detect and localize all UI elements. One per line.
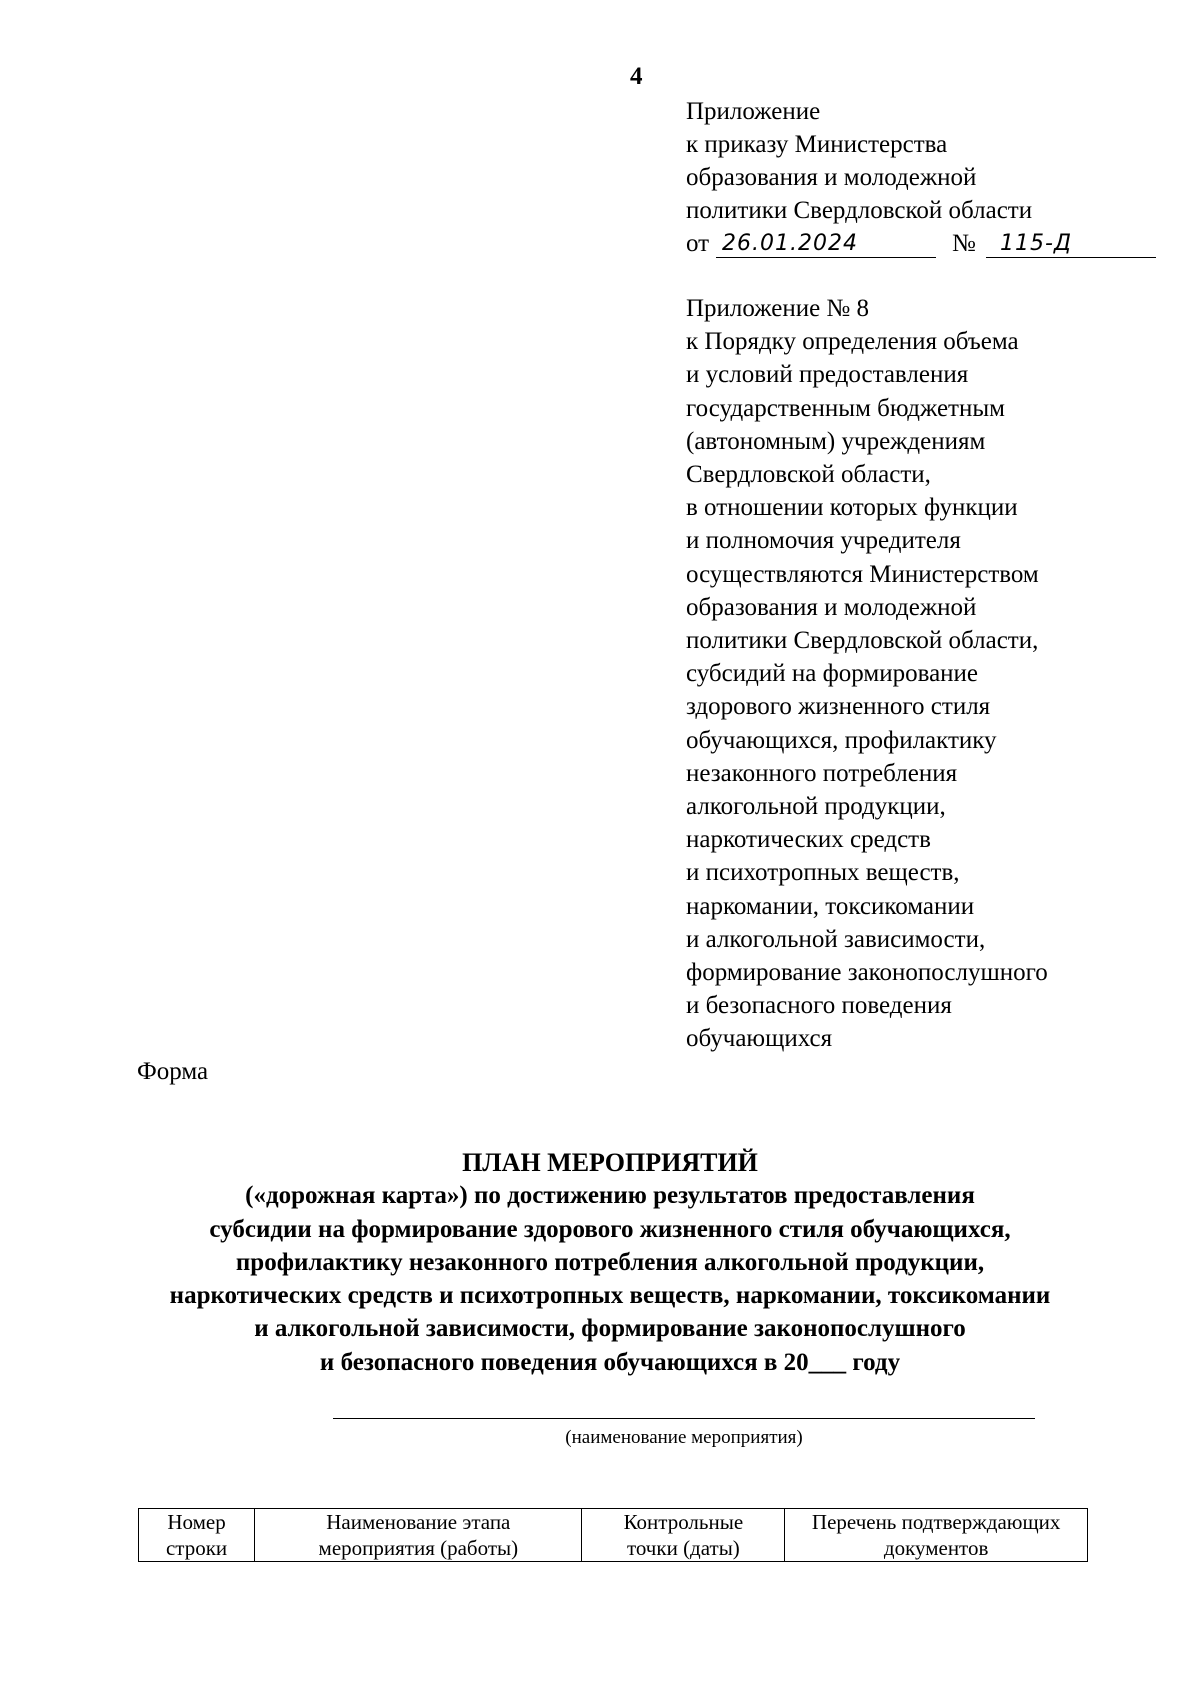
appendix-line: к приказу Министерства	[686, 131, 948, 158]
appendix-line: политики Свердловской области	[686, 197, 1033, 224]
header-text: документов	[883, 1536, 989, 1560]
appendix-8-line: образования и молодежной	[686, 593, 977, 621]
header-text: Номер	[167, 1510, 226, 1534]
header-row-number	[139, 1509, 255, 1562]
appendix-8-line: и психотропных веществ,	[686, 859, 960, 887]
appendix-8-line: субсидий на формирование	[686, 660, 979, 688]
title-main: ПЛАН МЕРОПРИЯТИЙ	[462, 1148, 758, 1177]
title-line: наркотических средств и психотропных веществ, наркомании, токсикомании	[169, 1282, 1051, 1310]
order-date-handwritten: 26.01.2024	[722, 231, 858, 256]
header-text: мероприятия (работы)	[318, 1536, 519, 1560]
plan-table	[138, 1508, 1088, 1562]
order-number-field	[986, 227, 1156, 258]
event-name-caption: (наименование мероприятия)	[565, 1427, 803, 1448]
appendix-8-line: наркотических средств	[686, 826, 931, 854]
order-date-number-line	[686, 227, 1156, 261]
header-documents	[785, 1509, 1088, 1562]
appendix-8-line: осуществляются Министерством	[686, 560, 1039, 588]
appendix-8-line: Свердловской области,	[686, 461, 931, 489]
appendix-8-header	[686, 292, 1166, 1056]
table-header-row	[139, 1509, 1088, 1562]
order-number-handwritten: 115-Д	[1000, 231, 1073, 256]
order-number-label: №	[952, 230, 976, 257]
header-text: Наименование этапа	[326, 1510, 511, 1534]
appendix-8-line: незаконного потребления	[686, 759, 958, 787]
appendix-8-line: политики Свердловской области,	[686, 627, 1039, 655]
order-date-prefix: от	[686, 230, 710, 257]
header-text: строки	[165, 1536, 228, 1560]
title-line: («дорожная карта») по достижению результатов предоставления	[245, 1182, 975, 1210]
title-line: и алкогольной зависимости, формирование законопослушного	[254, 1315, 966, 1343]
header-text: Контрольные	[623, 1510, 744, 1534]
appendix-8-line: и условий предоставления	[686, 361, 969, 389]
title-line: субсидии на формирование здорового жизненного стиля обучающихся,	[209, 1215, 1011, 1243]
appendix-8-line: и алкогольной зависимости,	[686, 925, 986, 953]
page-number: 4	[630, 63, 643, 90]
title-line: профилактику незаконного потребления алкогольной продукции,	[235, 1248, 985, 1276]
appendix-8-line: обучающихся	[686, 1025, 833, 1053]
event-name-blank-line	[333, 1418, 1035, 1419]
appendix-header	[686, 95, 1156, 261]
header-text: точки (даты)	[626, 1536, 740, 1560]
header-text: Перечень подтверждающих	[811, 1510, 1061, 1534]
appendix-8-line: Приложение № 8	[686, 295, 870, 322]
document-title	[110, 1146, 1110, 1379]
form-label: Форма	[137, 1058, 209, 1085]
appendix-8-line: здорового жизненного стиля	[686, 693, 991, 721]
appendix-8-line: и полномочия учредителя	[686, 527, 961, 555]
appendix-8-line: формирование законопослушного	[686, 959, 1048, 987]
appendix-8-line: государственным бюджетным	[686, 394, 1005, 422]
appendix-8-line: наркомании, токсикомании	[686, 892, 975, 920]
header-checkpoints	[582, 1509, 785, 1562]
appendix-8-line: алкогольной продукции,	[686, 793, 946, 821]
appendix-line: образования и молодежной	[686, 164, 977, 191]
appendix-8-line: и безопасного поведения	[686, 992, 952, 1020]
appendix-8-line: обучающихся, профилактику	[686, 726, 997, 754]
title-line: и безопасного поведения обучающихся в 20___ году	[319, 1348, 901, 1376]
header-stage-name	[255, 1509, 582, 1562]
appendix-8-line: в отношении которых функции	[686, 494, 1018, 522]
appendix-8-line: (автономным) учреждениям	[686, 427, 986, 455]
appendix-line: Приложение	[686, 98, 821, 125]
appendix-8-line: к Порядку определения объема	[686, 328, 1019, 356]
order-date-field	[716, 227, 936, 258]
